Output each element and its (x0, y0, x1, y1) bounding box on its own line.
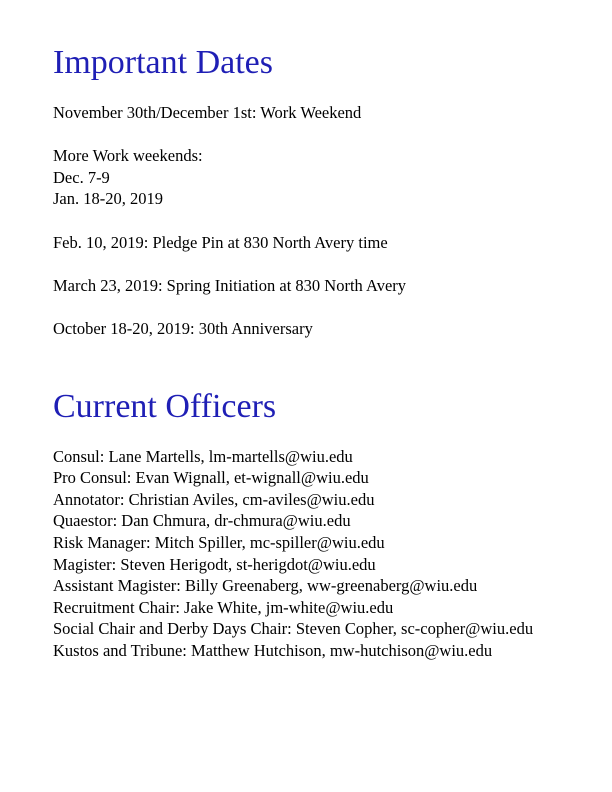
important-date-line: March 23, 2019: Spring Initiation at 830 North Avery (53, 275, 407, 295)
spacer (53, 82, 592, 102)
page-title-current-officers: Current Officers (53, 387, 277, 425)
important-date-line: More Work weekends: (53, 146, 203, 166)
important-date-line: November 30th/December 1st: Work Weekend (53, 103, 362, 122)
spacer (53, 253, 592, 275)
officer-line: Assistant Magister: Billy Greenaberg, ww-greenaberg@wiu.edu (53, 576, 478, 596)
spacer (53, 296, 592, 318)
spacer (53, 340, 592, 388)
spacer (53, 210, 592, 232)
page-title-important-dates: Important Dates (53, 44, 273, 81)
officer-line: Annotator: Christian Aviles, cm-aviles@wiu.edu (53, 489, 375, 509)
officer-line: Pro Consul: Evan Wignall, et-wignall@wiu.edu (53, 468, 369, 488)
important-date-line: Jan. 18-20, 2019 (53, 189, 163, 209)
officer-line: Risk Manager: Mitch Spiller, mc-spiller@wiu.edu (53, 532, 385, 552)
officer-line: Social Chair and Derby Days Chair: Steven Copher, sc-copher@wiu.edu (53, 619, 534, 639)
spacer (53, 426, 592, 446)
officer-line: Consul: Lane Martells, lm-martells@wiu.edu (53, 446, 353, 466)
important-date-line: October 18-20, 2019: 30th Anniversary (53, 318, 313, 338)
important-date-line: Dec. 7-9 (53, 167, 110, 187)
spacer (53, 124, 592, 146)
document-content (53, 44, 592, 661)
officer-line: Recruitment Chair: Jake White, jm-white@wiu.edu (53, 597, 394, 617)
officer-line: Kustos and Tribune: Matthew Hutchison, mw-hutchison@wiu.edu (53, 640, 493, 660)
important-date-line: Feb. 10, 2019: Pledge Pin at 830 North Avery time (53, 232, 388, 252)
officer-line: Quaestor: Dan Chmura, dr-chmura@wiu.edu (53, 511, 351, 531)
officer-line: Magister: Steven Herigodt, st-herigdot@wiu.edu (53, 554, 376, 574)
